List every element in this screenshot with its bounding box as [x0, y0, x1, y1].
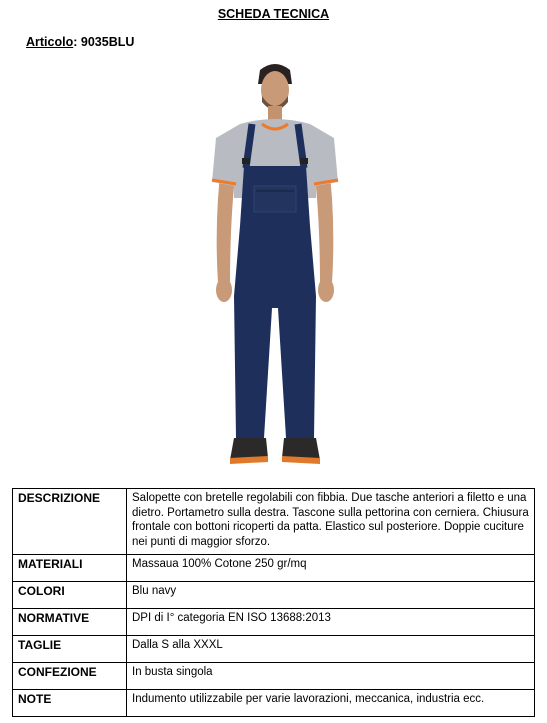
product-photo	[200, 58, 350, 478]
spec-row-descrizione	[13, 489, 535, 555]
spec-value: Blu navy	[127, 582, 535, 609]
spec-key: COLORI	[13, 582, 127, 609]
spec-value: DPI di I° categoria EN ISO 13688:2013	[127, 609, 535, 636]
spec-row-note	[13, 690, 535, 717]
buckle-right	[300, 158, 308, 164]
spec-key: MATERIALI	[13, 555, 127, 582]
buckle-left	[242, 158, 250, 164]
spec-key: NORMATIVE	[13, 609, 127, 636]
spec-row-confezione	[13, 663, 535, 690]
spec-row-normative	[13, 609, 535, 636]
page-title: SCHEDA TECNICA	[217, 7, 330, 21]
spec-row-taglie	[13, 636, 535, 663]
article-code: 9035BLU	[80, 35, 135, 49]
spec-key: DESCRIZIONE	[13, 489, 127, 555]
spec-value: Massaua 100% Cotone 250 gr/mq	[127, 555, 535, 582]
article-label: Articolo	[26, 35, 74, 49]
article-separator: :	[73, 35, 78, 49]
spec-value: Dalla S alla XXXL	[127, 636, 535, 663]
spec-value: Salopette con bretelle regolabili con fibbia. Due tasche anteriori a filetto e una dietro. Portametro sulla destra. Tascone sulla pettorina con cerniera. Chiusura frontale con bottoni ricoperti da patta. Elastico sul posteriore. Doppie cuciture nei punti di maggior sforzo.	[127, 489, 535, 555]
spec-key: TAGLIE	[13, 636, 127, 663]
spec-table	[12, 488, 535, 717]
model-right-hand	[318, 278, 334, 302]
spec-key: NOTE	[13, 690, 127, 717]
spec-value: Indumento utilizzabile per varie lavorazioni, meccanica, industria ecc.	[127, 690, 535, 717]
spec-value: In busta singola	[127, 663, 535, 690]
model-left-hand	[216, 278, 232, 302]
spec-row-colori	[13, 582, 535, 609]
model-neck	[268, 106, 282, 120]
article-line	[26, 35, 134, 49]
spec-key: CONFEZIONE	[13, 663, 127, 690]
bib-pocket	[254, 186, 296, 212]
spec-row-materiali	[13, 555, 535, 582]
